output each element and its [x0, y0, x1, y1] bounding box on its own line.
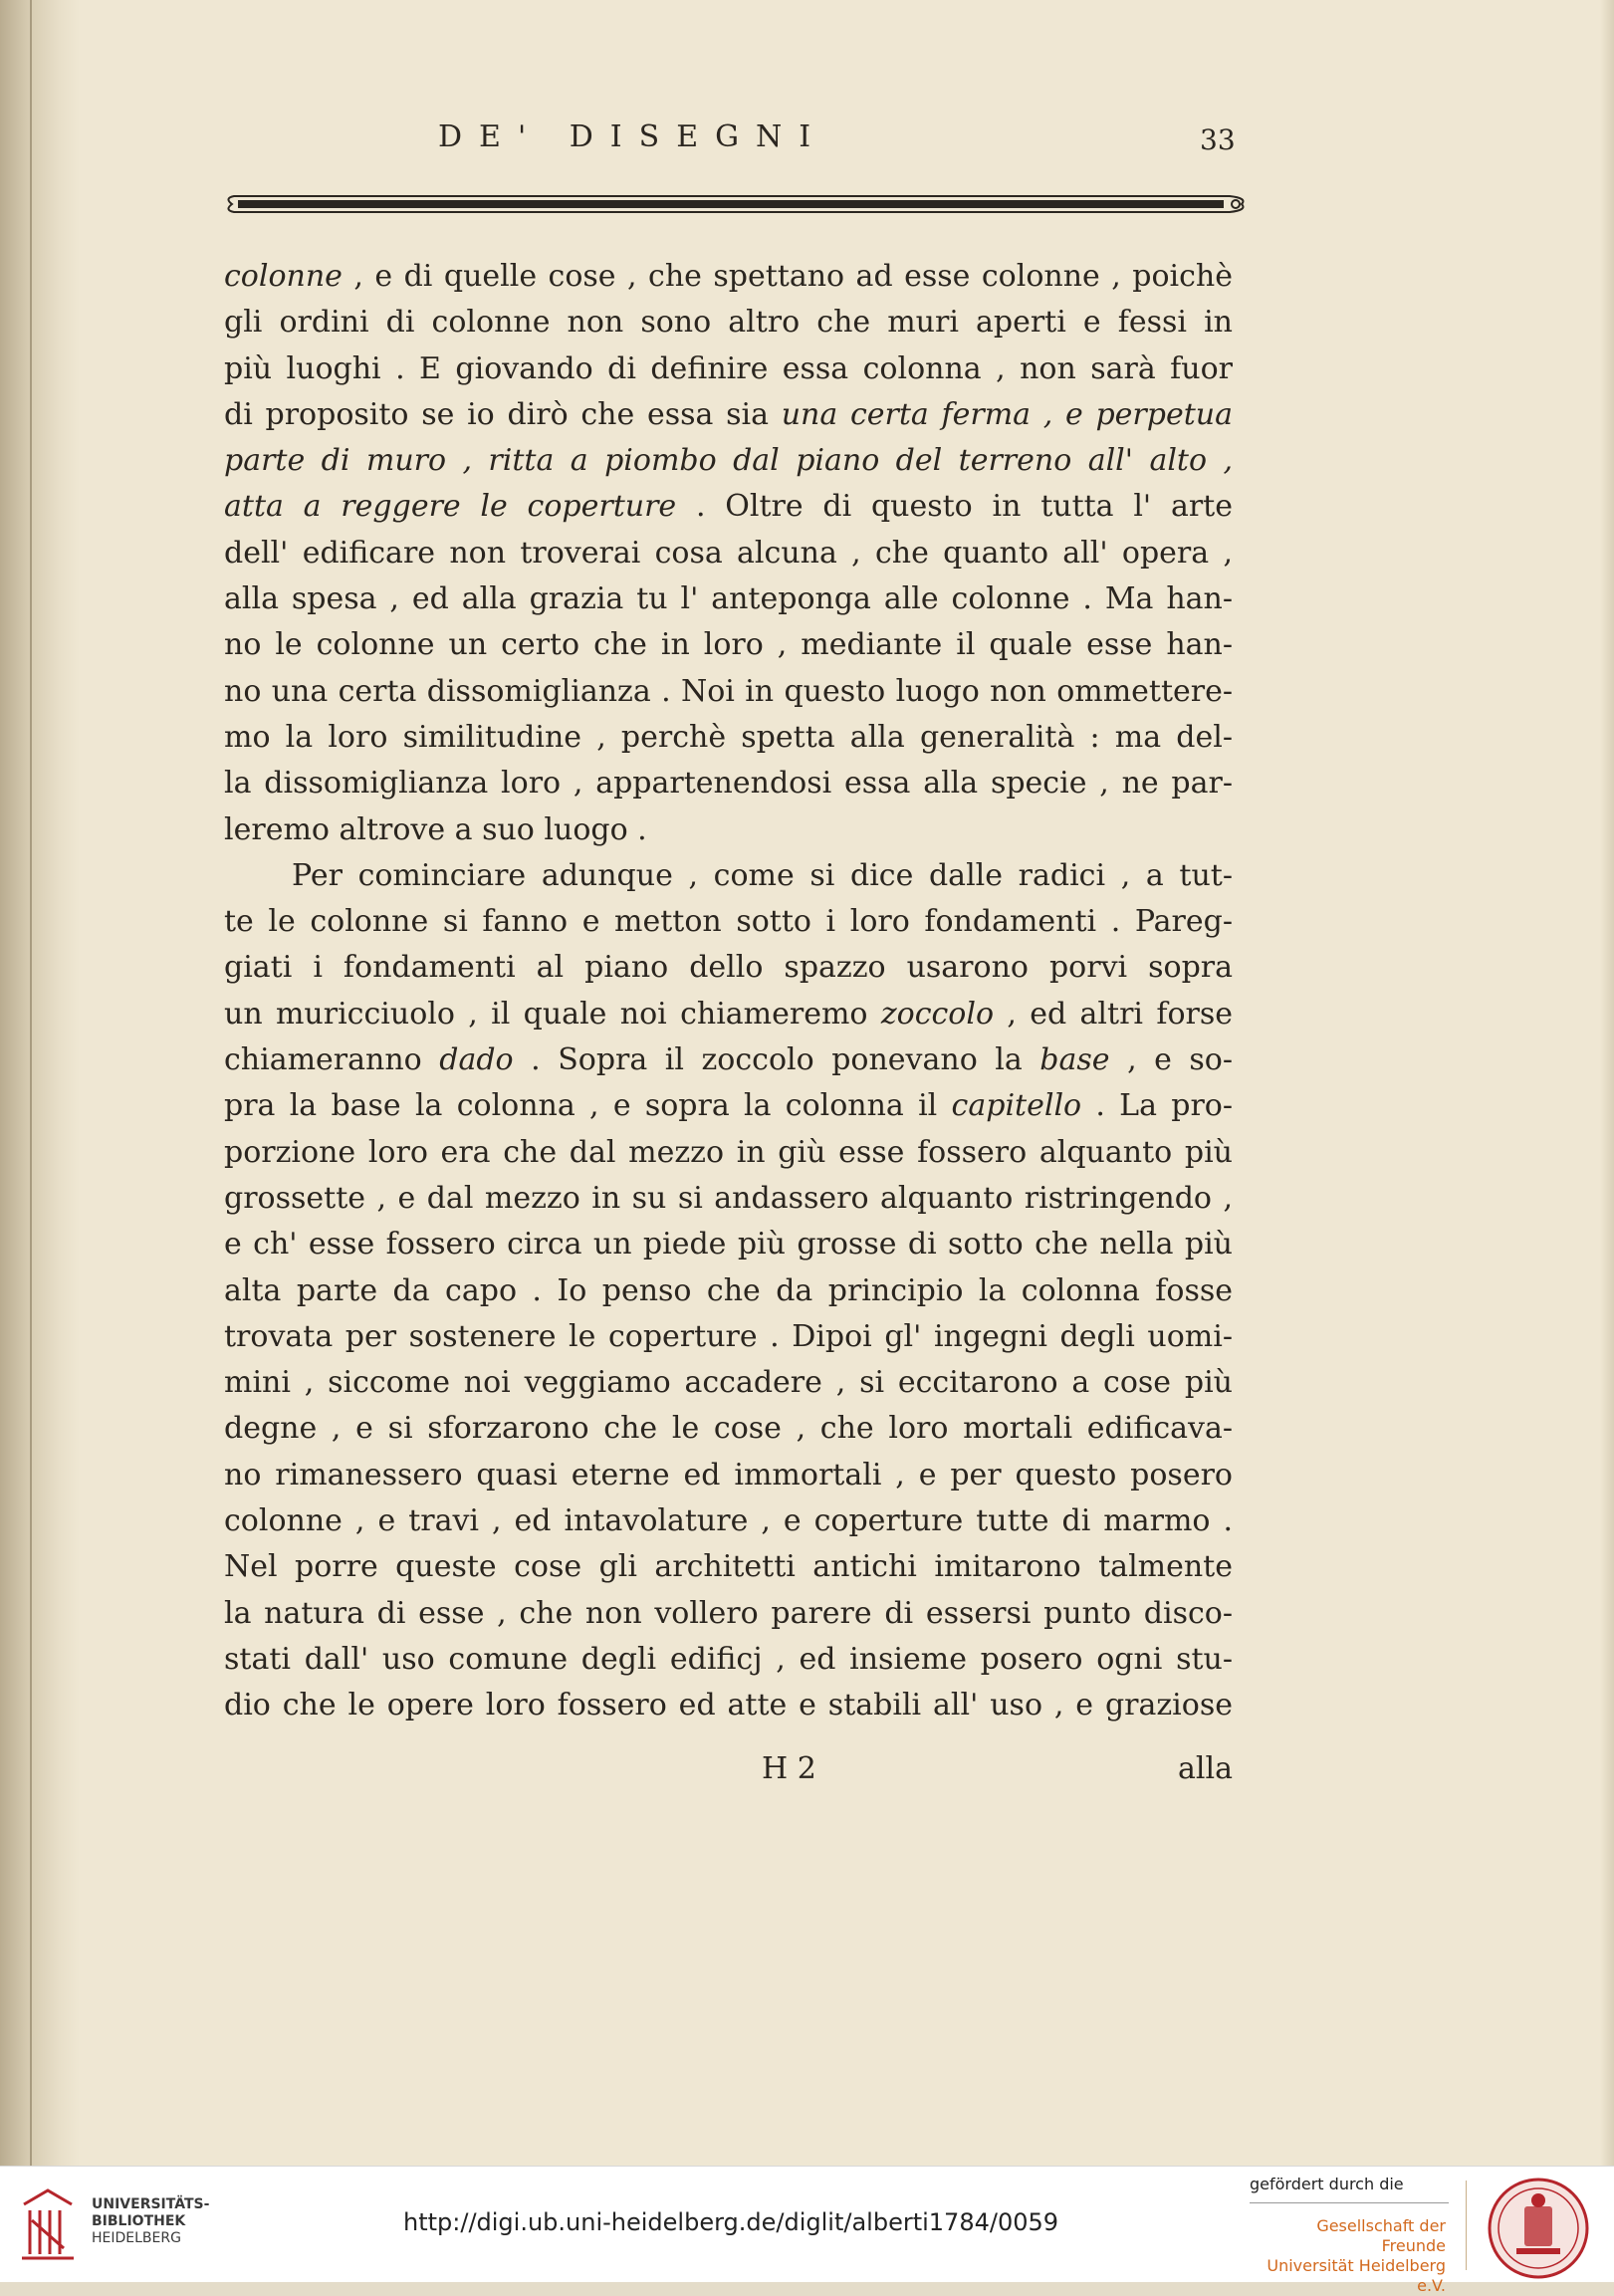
text-segment: mo la loro similitudine , perchè spetta alla generalità : ma del- [224, 719, 1233, 755]
text-line [224, 392, 1233, 438]
text-segment: Nel porre queste cose gli architetti antichi imitarono talmente [224, 1549, 1233, 1585]
text-line [224, 1360, 1233, 1406]
catchword: alla [1178, 1751, 1233, 1786]
page-edge [1600, 0, 1614, 2166]
text-segment: . Oltre di questo in tutta l' arte [676, 489, 1233, 525]
text-line [224, 1037, 1233, 1083]
text-line [224, 1130, 1233, 1176]
text-segment: di proposito se io dirò che essa sia [224, 396, 782, 432]
running-head: DE' DISEGNI [438, 119, 828, 154]
page-foot-line [224, 1751, 1233, 1791]
text-segment: leremo altrove a suo luogo . [224, 811, 647, 847]
text-segment: un muricciuolo , il quale noi chiameremo [224, 996, 881, 1032]
text-segment: no una certa dissomiglianza . Noi in questo luogo non ommettere- [224, 673, 1233, 709]
binding-edge [30, 0, 32, 2166]
text-line [224, 1314, 1233, 1360]
italic-text: base [1039, 1042, 1110, 1078]
italic-text: zoccolo [880, 996, 995, 1032]
viewer-footer [0, 2166, 1614, 2295]
library-name-line: BIBLIOTHEK [92, 2213, 186, 2229]
library-name [92, 2196, 209, 2247]
text-line [224, 807, 1233, 853]
text-line [224, 1083, 1233, 1129]
text-segment: colonne , e travi , ed intavolature , e coperture tutte di marmo . [224, 1503, 1233, 1539]
text-segment: te le colonne si fanno e metton sotto i loro fondamenti . Pareg- [224, 904, 1233, 940]
text-line [224, 945, 1233, 991]
text-segment: gli ordini di colonne non sono altro che muri aperti e fessi in [224, 305, 1233, 341]
text-segment: la dissomiglianza loro , appartenendosi essa alla specie , ne par- [224, 766, 1233, 802]
text-line [224, 1683, 1233, 1728]
text-line [224, 622, 1233, 668]
library-name-line: HEIDELBERG [92, 2230, 181, 2246]
text-segment: giati i fondamenti al piano dello spazzo usarono porvi sopra [224, 950, 1233, 986]
text-line [224, 576, 1233, 622]
library-name-line: UNIVERSITÄTS- [92, 2196, 210, 2212]
text-segment: dell' edificare non troverai cosa alcuna , che quanto all' opera , [224, 535, 1233, 571]
text-line [224, 1176, 1233, 1222]
university-library-logo-icon [18, 2184, 78, 2264]
italic-text: capitello [951, 1088, 1082, 1124]
funder-line: Gesellschaft der Freunde [1316, 2216, 1446, 2255]
text-line [224, 300, 1233, 345]
italic-text: dado [439, 1042, 514, 1078]
text-line [224, 1637, 1233, 1683]
text-line [224, 531, 1233, 576]
text-line [224, 899, 1233, 945]
university-seal-icon [1487, 2177, 1590, 2280]
text-segment: e ch' esse fossero circa un piede più grosse di sotto che nella più [224, 1227, 1233, 1263]
text-line [224, 715, 1233, 761]
text-segment: no rimanessero quasi eterne ed immortali , e per questo posero [224, 1457, 1233, 1492]
footer-divider [1466, 2181, 1467, 2270]
text-segment: chiameranno [224, 1042, 440, 1078]
italic-text: parte di muro , ritta a piombo dal piano del terreno all' alto , [224, 443, 1233, 479]
italic-text: colonne [224, 259, 343, 294]
text-segment: trovata per sostenere le coperture . Dipoi gl' ingegni degli uomi- [224, 1318, 1233, 1354]
text-segment: alta parte da capo . Io penso che da principio la colonna fosse [224, 1272, 1233, 1308]
text-line [224, 346, 1233, 392]
text-segment: . La pro- [1081, 1088, 1233, 1124]
text-line [224, 1453, 1233, 1498]
text-segment: alla spesa , ed alla grazia tu l' anteponga alle colonne . Ma han- [224, 581, 1233, 617]
text-line [224, 1544, 1233, 1590]
text-line [224, 1498, 1233, 1544]
text-segment: . Sopra il zoccolo ponevano la [513, 1042, 1040, 1078]
decorative-rule [224, 192, 1250, 216]
funder-line: Universität Heidelberg e.V. [1267, 2256, 1446, 2295]
text-line [224, 1268, 1233, 1314]
italic-text: atta a reggere le coperture [224, 489, 677, 525]
text-line [224, 669, 1233, 715]
text-segment: pra la base la colonna , e sopra la colonna il [224, 1088, 952, 1124]
text-segment: Per cominciare adunque , come si dice dalle radici , a tut- [292, 857, 1233, 893]
text-line [224, 484, 1233, 530]
funding-label: gefördert durch die [1250, 2175, 1404, 2193]
text-line [224, 1591, 1233, 1637]
text-segment: no le colonne un certo che in loro , mediante il quale esse han- [224, 627, 1233, 663]
text-segment: degne , e si sforzarono che le cose , che loro mortali edificava- [224, 1411, 1233, 1447]
text-segment: , e so- [1109, 1042, 1234, 1078]
text-segment: dio che le opere loro fossero ed atte e stabili all' uso , e graziose [224, 1688, 1233, 1723]
text-line [224, 853, 1233, 899]
text-segment: più luoghi . E giovando di definire essa colonna , non sarà fuor [224, 350, 1233, 386]
signature-mark: H 2 [762, 1751, 816, 1786]
text-segment: porzione loro era che dal mezzo in giù esse fossero alquanto più [224, 1134, 1233, 1170]
text-line [224, 1222, 1233, 1267]
text-segment: mini , siccome noi veggiamo accadere , si eccitarono a cose più [224, 1365, 1233, 1401]
text-segment: , e di quelle cose , che spettano ad esse colonne , poichè [342, 259, 1233, 294]
text-line [224, 992, 1233, 1037]
text-segment: stati dall' uso comune degli edificj , ed insieme posero ogni stu- [224, 1641, 1233, 1677]
text-line [224, 254, 1233, 300]
page-gutter [0, 0, 80, 2166]
italic-text: una certa ferma , e perpetua [781, 396, 1233, 432]
text-segment: la natura di esse , che non vollero parere di essersi punto disco- [224, 1595, 1233, 1631]
text-segment: grossette , e dal mezzo in su si andassero alquanto ristringendo , [224, 1180, 1233, 1216]
text-line [224, 1406, 1233, 1452]
text-segment: , ed altri forse [994, 996, 1234, 1032]
page-number: 33 [1200, 123, 1236, 156]
funding-divider [1250, 2202, 1449, 2203]
body-text [224, 254, 1233, 1729]
text-line [224, 438, 1233, 484]
text-line [224, 761, 1233, 806]
funder-name [1257, 2216, 1446, 2296]
permalink-url[interactable]: http://digi.ub.uni-heidelberg.de/diglit/alberti1784/0059 [403, 2208, 1059, 2236]
